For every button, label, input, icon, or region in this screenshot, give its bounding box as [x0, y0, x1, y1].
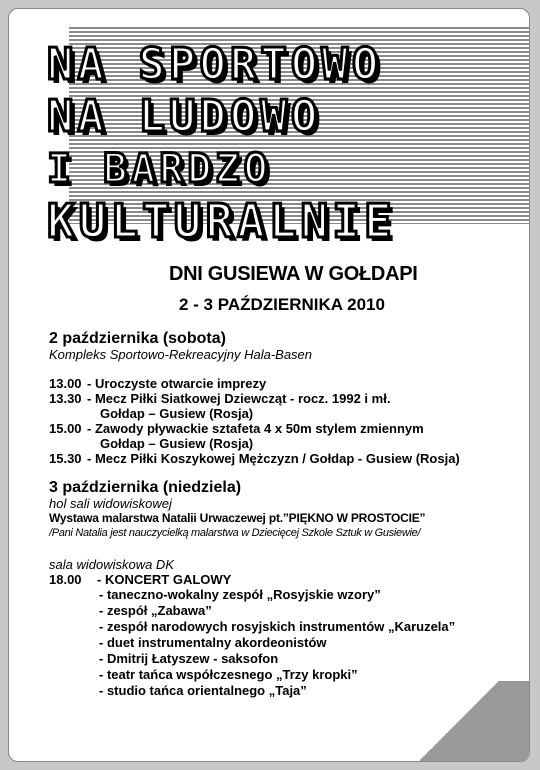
item-text: - Uroczyste otwarcie imprezy	[87, 376, 267, 391]
act-item: - zespół „Zabawa”	[99, 603, 212, 618]
concert-label: - KONCERT GALOWY	[97, 572, 232, 587]
program-item	[49, 391, 519, 421]
program-item	[49, 421, 519, 451]
item-time: 15.30	[49, 451, 82, 466]
item-sub: Gołdap – Gusiew (Rosja)	[100, 436, 254, 451]
title-line-1: NA SPORTOWO	[47, 39, 383, 90]
concert-heading	[49, 572, 519, 587]
concert-time: 18.00	[49, 572, 82, 587]
act-item: - Dmitrij Łatyszew - saksofon	[99, 651, 279, 666]
act-item: - studio tańca orientalnego „Taja”	[99, 683, 307, 698]
item-text: - Zawody pływackie sztafeta 4 x 50m stylem zmiennym	[87, 421, 424, 436]
title-line-2: NA LUDOWO	[47, 91, 322, 142]
day2-hall: hol sali widowiskowej	[49, 496, 172, 511]
concert-venue: sala widowiskowa DK	[49, 557, 174, 572]
event-title: DNI GUSIEWA W GOŁDAPI	[169, 263, 418, 285]
day2-heading: 3 października (niedziela)	[49, 479, 242, 496]
poster	[8, 8, 530, 762]
day1-heading: 2 października (sobota)	[49, 330, 226, 347]
item-sub: Gołdap – Gusiew (Rosja)	[100, 406, 254, 421]
exhibition-title: Wystawa malarstwa Natalii Urwaczewej pt.”PIĘKNO W PROSTOCIE”	[49, 511, 426, 525]
item-time: 13.30	[49, 391, 82, 406]
concert-acts	[99, 587, 519, 699]
act-item: - teatr tańca współczesnego „Trzy kropki”	[99, 667, 358, 682]
program	[49, 331, 519, 699]
event-dates: 2 - 3 PAŹDZIERNIKA 2010	[179, 295, 385, 314]
act-item: - duet instrumentalny akordeonistów	[99, 635, 327, 650]
day1-program	[49, 376, 519, 466]
act-item: - taneczno-wokalny zespół „Rosyjskie wzory”	[99, 587, 381, 602]
item-text: - Mecz Piłki Siatkowej Dziewcząt - rocz. 1992 i mł.	[87, 391, 391, 406]
program-item	[49, 451, 519, 466]
title-line-4: KULTURALNIE	[47, 194, 396, 248]
poster-title	[47, 39, 396, 247]
act-item: - zespół narodowych rosyjskich instrumentów „Karuzela”	[99, 619, 456, 634]
day1-venue: Kompleks Sportowo-Rekreacyjny Hala-Basen	[49, 347, 313, 362]
item-text: - Mecz Piłki Koszykowej Mężczyzn / Gołdap - Gusiew (Rosja)	[87, 451, 460, 466]
program-item	[49, 376, 519, 391]
title-line-3: I BARDZO	[47, 146, 272, 192]
item-time: 13.00	[49, 376, 82, 391]
item-time: 15.00	[49, 421, 82, 436]
exhibition-note: /Pani Natalia jest nauczycielką malarstwa w Dziecięcej Szkole Sztuk w Gusiewie/	[49, 527, 421, 539]
